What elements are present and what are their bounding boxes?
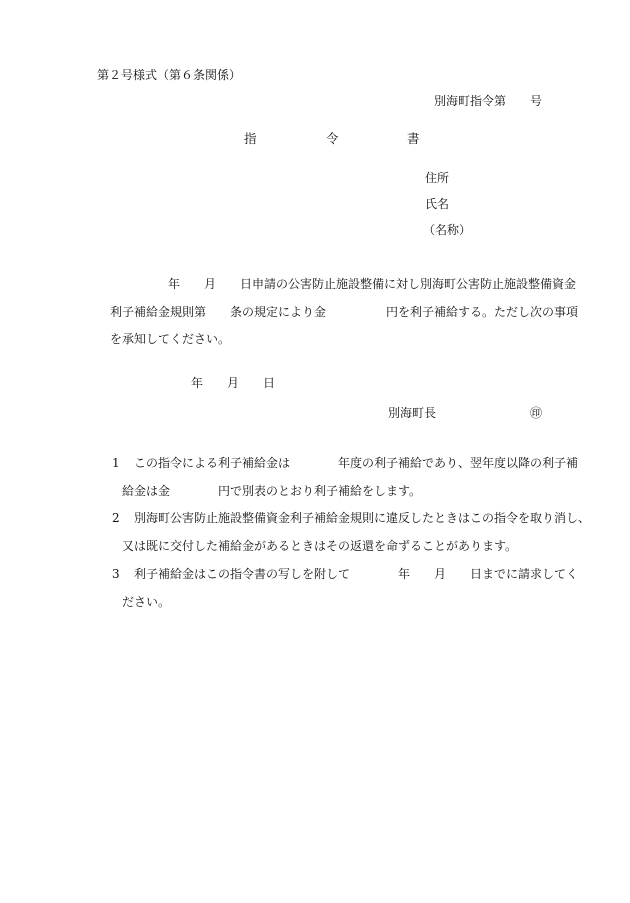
body-line-1: 年 月 日申請の公害防止施設整備に対し別海町公害防止施設整備資金	[168, 277, 577, 291]
seal-mark: ㊞	[530, 406, 543, 420]
condition-1-line-2: 給金は金 円で別表のとおり利子補給をします。	[122, 484, 422, 498]
address-label: 住所	[425, 171, 450, 185]
condition-2-line-2: 又は既に交付した補給金があるときはその返還を命ずることがあります。	[122, 539, 518, 553]
form-label: 第２号様式（第６条関係）	[97, 68, 242, 82]
title-char-3: 書	[407, 131, 420, 146]
body-line-2: 利子補給金規則第 条の規定により金 円を利子補給する。ただし次の事項	[110, 305, 579, 319]
condition-3-line-1: 利子補給金はこの指令書の写しを附して 年 月 日までに請求してく	[134, 567, 579, 581]
title-char-2: 令	[326, 131, 339, 146]
condition-3-line-2: ださい。	[122, 595, 171, 609]
condition-3-number: 3	[112, 567, 120, 581]
title-char-1: 指	[244, 131, 257, 146]
condition-2-line-1: 別海町公害防止施設整備資金利子補給金規則に違反したときはこの指令を取り消し、	[134, 511, 591, 525]
name-label: 氏名	[425, 197, 450, 211]
body-line-3: を承知してください。	[110, 332, 231, 346]
org-name-label: （名称）	[423, 223, 472, 237]
document-number: 別海町指令第 号	[434, 94, 543, 108]
issue-date: 年 月 日	[191, 376, 276, 390]
condition-1-line-1: この指令による利子補給金は 年度の利子補給であり、翌年度以降の利子補	[134, 456, 579, 470]
issuer-title: 別海町長	[388, 406, 437, 420]
condition-2-number: 2	[112, 511, 120, 525]
condition-1-number: 1	[112, 456, 120, 470]
